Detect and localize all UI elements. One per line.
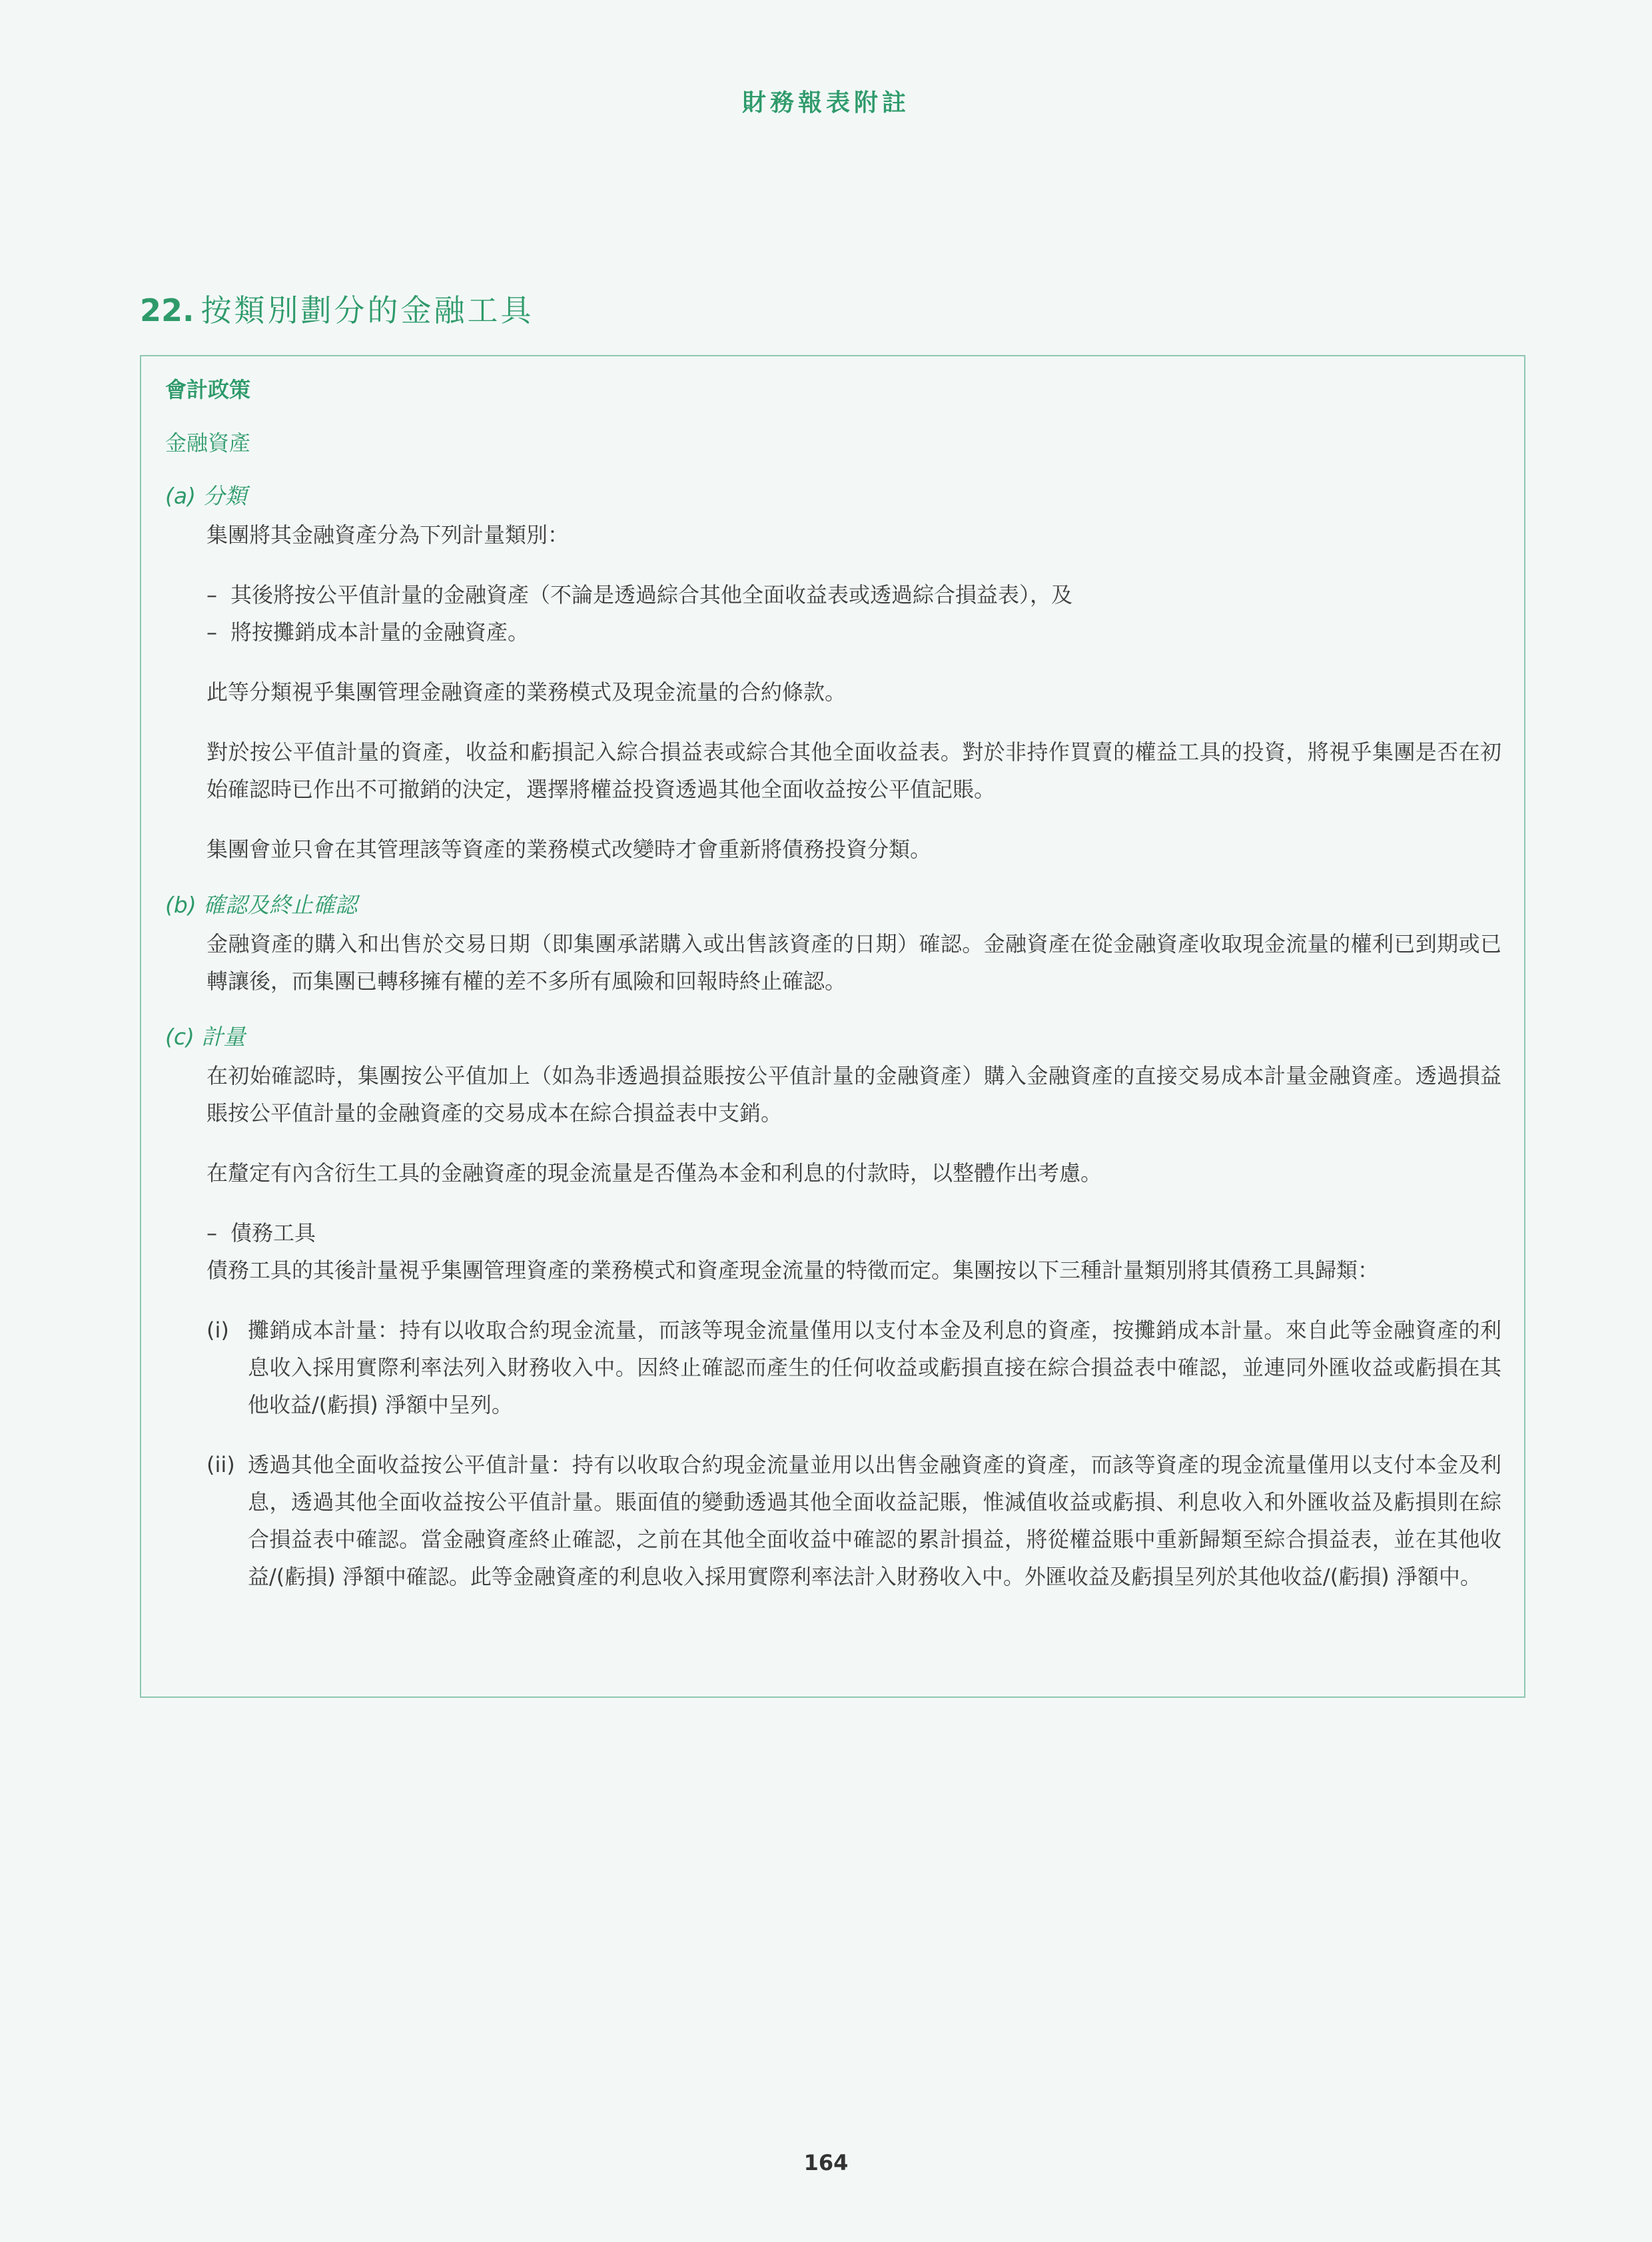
measurement-category-item xyxy=(206,1446,1501,1595)
measurement-category-item xyxy=(206,1311,1501,1423)
list-item-text: 其後將按公平值計量的金融資產（不論是透過綜合其他全面收益表或透過綜合損益表），及 xyxy=(230,582,1073,607)
recognition-paragraph: 金融資產的購入和出售於交易日期（即集團承諾購入或出售該資產的日期）確認。金融資產在從金融資產收取現金流量的權利已到期或已轉讓後，而集團已轉移擁有權的差不多所有風險和回報時終止確認。 xyxy=(206,931,1501,994)
classification-intro: 集團將其金融資產分為下列計量類別： xyxy=(206,522,570,548)
classification-heading: (a) 分類 xyxy=(165,483,247,509)
financial-assets-label: 金融資產 xyxy=(165,430,251,456)
recognition-heading: (b) 確認及終止確認 xyxy=(165,892,358,918)
item-marker: (i) xyxy=(206,1317,229,1343)
list-item-text: 將按攤銷成本計量的金融資產。 xyxy=(230,619,530,645)
classification-paragraph: 對於按公平值計量的資產，收益和虧損記入綜合損益表或綜合其他全面收益表。對於非持作買賣的權益工具的投資，將視乎集團是否在初始確認時已作出不可撤銷的決定，選擇將權益投資透過其他全面收益按公平值記賬。 xyxy=(206,739,1501,802)
section-title: 按類別劃分的金融工具 xyxy=(201,292,534,328)
debt-instruments-text: 債務工具 xyxy=(230,1220,316,1246)
accounting-policy-box xyxy=(140,355,1525,1698)
measurement-heading: (c) 計量 xyxy=(165,1024,246,1050)
section-heading xyxy=(140,286,534,330)
dash-bullet: – xyxy=(206,619,217,645)
measurement-paragraph: 在釐定有內含衍生工具的金融資產的現金流量是否僅為本金和利息的付款時，以整體作出考慮。 xyxy=(206,1160,1102,1186)
list-item xyxy=(206,576,1501,613)
list-item xyxy=(206,613,1501,651)
item-text: 攤銷成本計量：持有以收取合約現金流量，而該等現金流量僅用以支付本金及利息的資產，按攤銷成本計量。來自此等金融資產的利息收入採用實際利率法列入財務收入中。因終止確認而產生的任何收益或虧損直接在綜合損益表中確認，並連同外匯收益或虧損在其他收益/(虧損) 淨額中呈列。 xyxy=(248,1317,1501,1417)
classification-paragraph: 此等分類視乎集團管理金融資產的業務模式及現金流量的合約條款。 xyxy=(206,679,847,705)
item-marker: (ii) xyxy=(206,1452,235,1477)
classification-paragraph: 集團會並只會在其管理該等資產的業務模式改變時才會重新將債務投資分類。 xyxy=(206,837,932,862)
debt-instruments-intro: 債務工具的其後計量視乎集團管理資產的業務模式和資產現金流量的特徵而定。集團按以下三種計量類別將其債務工具歸類： xyxy=(206,1258,1380,1283)
item-text: 透過其他全面收益按公平值計量：持有以收取合約現金流量並用以出售金融資產的資產，而該等資產的現金流量僅用以支付本金及利息，透過其他全面收益按公平值計量。賬面值的變動透過其他全面收益記賬，惟減值收益或虧損、利息收入和外匯收益及虧損則在綜合損益表中確認。當金融資產終止確認，之前在其他全面收益中確認的累計損益，將從權益賬中重新歸類至綜合損益表，並在其他收益/(虧損) 淨額中確認。此等金融資產的利息收入採用實際利率法計入財務收入中。外匯收益及虧損呈列於其他收益/(虧損) 淨額中。 xyxy=(248,1452,1501,1589)
page-number: 164 xyxy=(803,2150,849,2175)
accounting-policy-label: 會計政策 xyxy=(165,377,251,402)
running-header: 財務報表附註 xyxy=(741,89,910,117)
measurement-paragraph: 在初始確認時，集團按公平值加上（如為非透過損益賬按公平值計量的金融資產）購入金融資產的直接交易成本計量金融資產。透過損益賬按公平值計量的金融資產的交易成本在綜合損益表中支銷。 xyxy=(206,1063,1501,1126)
dash-bullet: – xyxy=(206,1220,217,1246)
section-number: 22. xyxy=(140,292,195,328)
debt-instruments-label xyxy=(206,1214,1501,1252)
dash-bullet: – xyxy=(206,582,217,607)
